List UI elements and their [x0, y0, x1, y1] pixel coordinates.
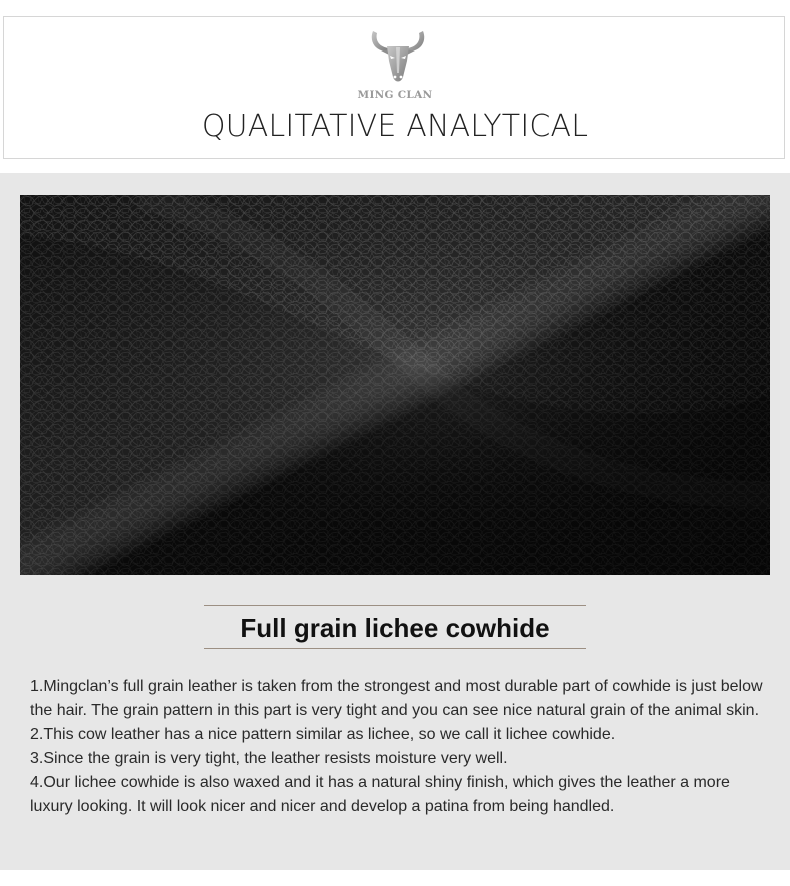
description-paragraph: 1.Mingclan’s full grain leather is taken from the strongest and most durable part of cowhide is just below the hair. The grain pattern in this part is very tight and you can see nice natural grain of the animal skin. [30, 678, 763, 719]
leather-texture-image [20, 195, 770, 575]
description-paragraph: 3.Since the grain is very tight, the leather resists moisture very well. [30, 750, 508, 767]
subtitle-frame [204, 605, 586, 649]
description-paragraph: 2.This cow leather has a nice pattern similar as lichee, so we call it lichee cowhide. [30, 726, 616, 743]
page-title: QUALITATIVE ANALYTICAL [201, 109, 589, 144]
section-subtitle: Full grain lichee cowhide [240, 613, 550, 643]
bull-head-icon [367, 27, 429, 89]
header-panel [3, 16, 785, 159]
description [30, 675, 770, 819]
description-paragraph: 4.Our lichee cowhide is also waxed and it has a natural shiny finish, which gives the leather a more luxury looking. It will look nicer and nicer and develop a patina from being handled. [30, 774, 730, 815]
content-panel [0, 173, 790, 870]
brand-name: MING CLAN [357, 89, 433, 101]
